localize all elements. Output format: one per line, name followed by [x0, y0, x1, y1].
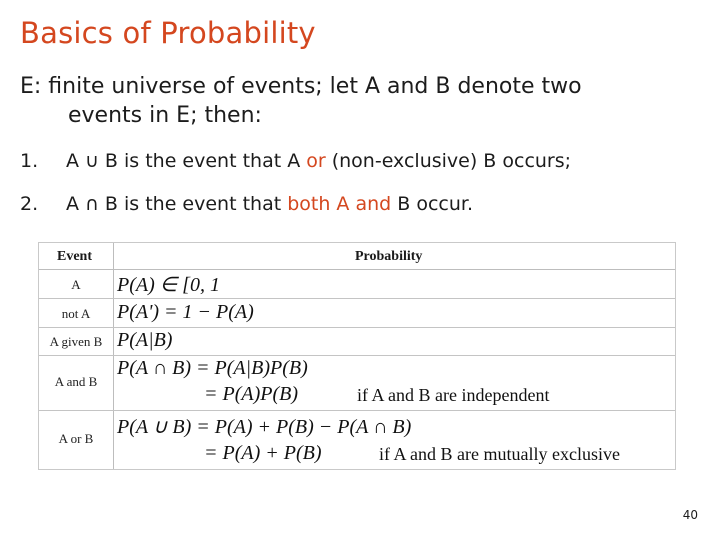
item-a: A — [66, 150, 79, 172]
table-row — [39, 411, 675, 468]
item-number: 1. — [20, 150, 39, 172]
probability-table — [38, 242, 676, 470]
event-cell: not A — [61, 306, 91, 321]
event-cell: A — [71, 277, 81, 292]
table-row — [39, 270, 675, 299]
formula-cell: P(A) ∈ [0, 1 — [117, 274, 220, 296]
intro-line-1: E: finite universe of events; let A and B denote two — [20, 74, 582, 99]
list-item-intersection — [20, 193, 473, 215]
event-cell: A or B — [58, 431, 94, 446]
slide-title: Basics of Probability — [20, 16, 316, 50]
formula-line-2: = P(A)P(B) — [204, 383, 299, 405]
item-text-pre: B is the event that A — [104, 150, 307, 172]
table-row — [39, 356, 675, 411]
item-number: 2. — [20, 193, 39, 215]
item-highlight: or — [306, 150, 326, 172]
union-symbol: ∪ — [85, 150, 99, 172]
table-row — [39, 328, 675, 356]
formula-line-1: P(A ∪ B) = P(A) + P(B) − P(A ∩ B) — [117, 416, 412, 438]
formula-line-2: = P(A) + P(B) — [204, 442, 322, 464]
formula-note: if A and B are mutually exclusive — [379, 444, 620, 464]
formula-note: if A and B are independent — [357, 385, 550, 405]
item-highlight: both A and — [287, 193, 392, 215]
header-probability: Probability — [355, 249, 423, 264]
intersection-symbol: ∩ — [85, 193, 99, 215]
formula-cell: P(A') = 1 − P(A) — [117, 301, 254, 323]
intro-line-2: events in E; then: — [68, 103, 262, 128]
event-cell: A given B — [49, 334, 103, 349]
page-number: 40 — [682, 508, 698, 522]
intro-text — [20, 72, 710, 130]
item-a: A — [66, 193, 79, 215]
list-item-union — [20, 150, 571, 172]
item-text-pre: B is the event that — [104, 193, 288, 215]
event-cell: A and B — [54, 374, 98, 389]
formula-cell: P(A|B) — [117, 329, 173, 351]
formula-line-1: P(A ∩ B) = P(A|B)P(B) — [117, 357, 308, 379]
item-text-post: B occur. — [391, 193, 473, 215]
table-header — [39, 243, 675, 270]
table-row — [39, 299, 675, 328]
header-event: Event — [57, 249, 92, 264]
item-text-post: (non-exclusive) B occurs; — [325, 150, 572, 172]
